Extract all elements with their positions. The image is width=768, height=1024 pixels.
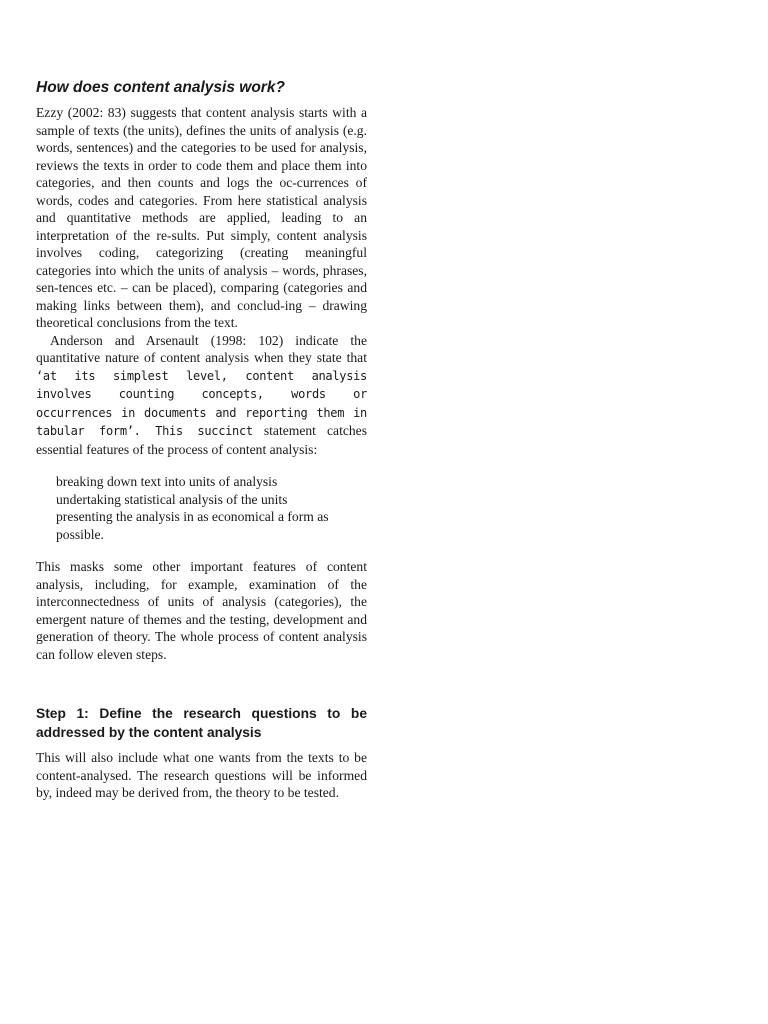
list-item: undertaking statistical analysis of the units bbox=[56, 491, 288, 507]
step-1-heading: Step 1: Define the research questions to be addressed by the content analysis bbox=[36, 706, 367, 740]
list-item: breaking down text into units of analysis bbox=[56, 474, 278, 489]
paragraph-anderson-intro: Anderson and Arsenault (1998: 102) indicate the quantitative nature of content analysis when they state that bbox=[36, 332, 367, 365]
section-spacer bbox=[36, 663, 367, 704]
anderson-quote: ‘at its simplest level, content analysis involves counting concepts, words or occurrences in documents and reporting them in tabular form’. This succinct bbox=[36, 368, 367, 438]
paragraph-ezzy: Ezzy (2002: 83) suggests that content analysis starts with a sample of texts (the units), defines the units of analysis (e.g. words, sentences) and the categories to be used for analysis, reviews the texts in order to code them and place them into categories, and then counts and logs the oc-currences of words, codes and categories. From here statistical analysis and quantitative methods are applied, leading to an interpretation of the re-sults. Put simply, content analysis involves coding, categorizing (creating meaningful categories into which the units of analysis – words, phrases, sen-tences etc. – can be placed), comparing (categories and making links between them), and conclud-ing – drawing theoretical conclusions from the text. bbox=[36, 105, 367, 330]
paragraph-anderson bbox=[36, 332, 367, 459]
paragraph-masks: This masks some other important features of content analysis, including, for example, examination of the interconnectedness of units of analysis (categories), the emergent nature of themes and the testing, development and generation of theory. The whole process of content analysis can follow eleven steps. bbox=[36, 559, 367, 662]
paragraph-anderson-end: statement catches essential features of the process of content analysis: bbox=[36, 423, 368, 457]
document-page bbox=[36, 78, 367, 802]
section-heading: How does content analysis work? bbox=[36, 79, 285, 96]
paragraph-step-1: This will also include what one wants from the texts to be content-analysed. The research questions will be informed by, indeed may be derived from, the theory to be tested. bbox=[36, 750, 367, 800]
list-item: presenting the analysis in as economical a form as possible. bbox=[56, 509, 329, 542]
feature-list bbox=[56, 473, 367, 543]
